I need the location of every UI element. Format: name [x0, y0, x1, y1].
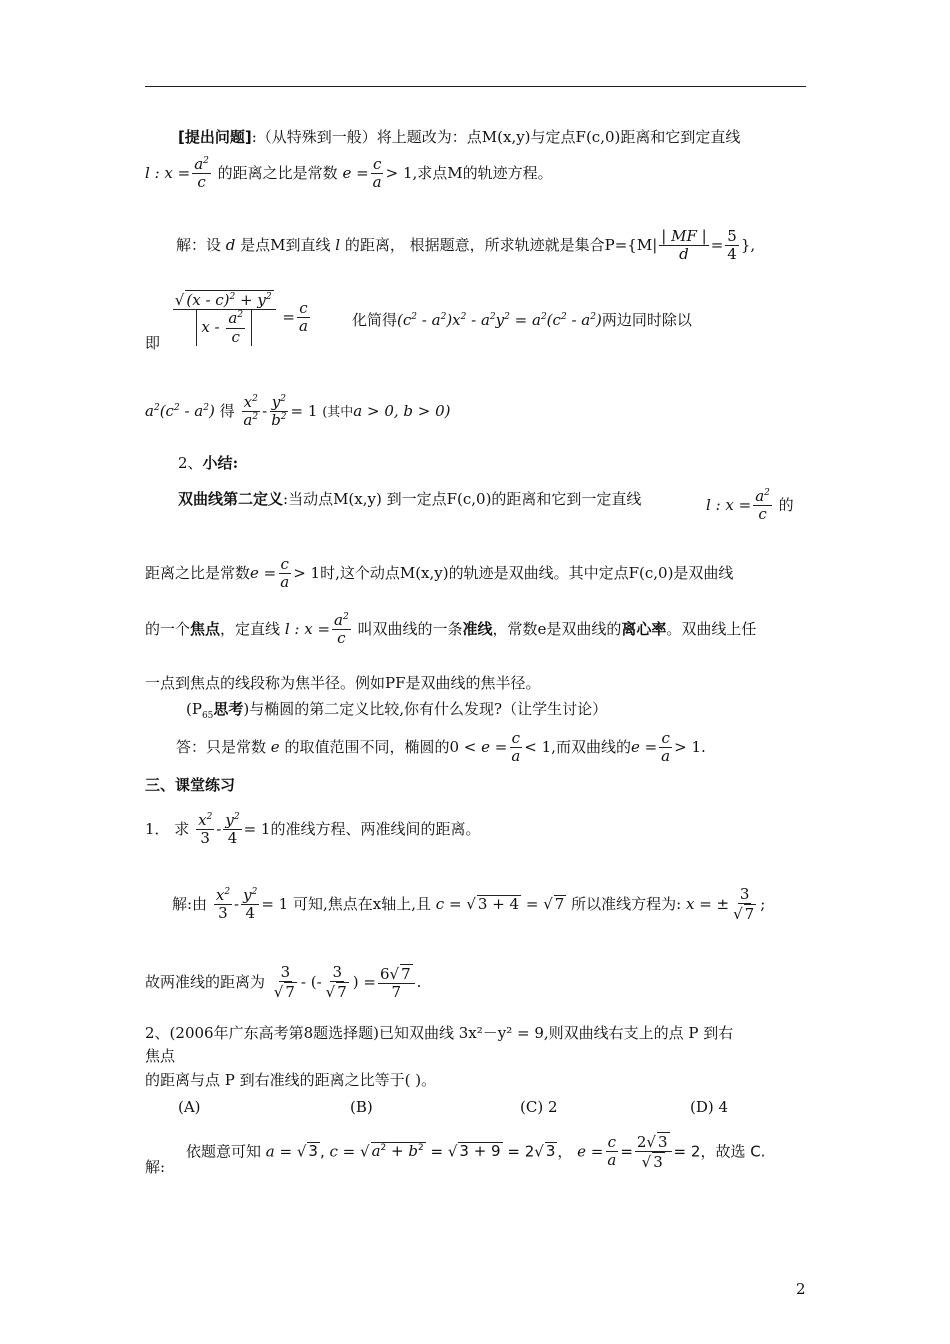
- ex1-sol-a: 解:由: [172, 894, 208, 913]
- qizhong-label: (其中: [322, 404, 354, 420]
- solution-line-3: $a^2(c^2 - a^2)$ 得 $\frac{x^2}{a^2}$ - $\frac{y^2}{b^2}$ = 1 (其中a > 0, b > 0): [145, 393, 451, 430]
- ex1-num: 1． 求: [145, 819, 190, 838]
- ex2-sol-b: ，故选 C.: [700, 1142, 766, 1161]
- definition-title: 双曲线第二定义: [178, 490, 284, 508]
- def-3d: ，常数e是双曲线的: [492, 619, 622, 638]
- solution-line-1: 解：设 d 是点M到直线 l 的距离， 根据题意，所求轨迹就是集合P={M| $\frac{| MF |}{d}$ = $\frac{5}{4}$ },: [176, 227, 756, 264]
- directrix-eq: l : x =: [145, 163, 191, 182]
- exercise-2-line-3: 的距离与点 P 到右准线的距离之比等于( )。: [145, 1071, 437, 1089]
- fraction-a2-over-c: $\frac{a^2}{c}$: [194, 155, 209, 192]
- distance-ratio-fraction: √ $(x - c)^2 + y^2$ x - $\frac{a^2}{c}$: [173, 290, 276, 346]
- ans-b: 的取值范围不同，椭圆的: [284, 737, 450, 756]
- focus-term: 焦点: [190, 619, 221, 638]
- answer-line: 答：只是常数 e 的取值范围不同，椭圆的0 < e = $\frac{c}{a}$ < 1,而双曲线的e = $\frac{c}{a}$ > 1.: [176, 729, 706, 766]
- def-2a: 距离之比是常数: [145, 563, 251, 582]
- ex1-text: 的准线方程、两准线间的距离。: [270, 819, 481, 838]
- sol1-b: 是点M到直线: [240, 235, 331, 254]
- definition-line-4: 一点到焦点的线段称为焦半径。例如PF是双曲线的焦半径。: [145, 674, 541, 692]
- ans-a: 答：只是常数: [176, 737, 267, 756]
- def-3b: ，定直线: [220, 619, 281, 638]
- option-c: (C) 2: [520, 1098, 558, 1116]
- exercise-2-solution: 依题意可知 a = √ 3 , c = √ $a^2 + b^2$ = √ 3 + 9 = 2√ 3 ， e = $\frac{c}{a}$ = $\frac{2√ 3}{√ 3}$ = 2，故选 C.: [186, 1133, 766, 1172]
- summary-num: 2、: [178, 454, 203, 472]
- de-label: 得: [219, 401, 235, 420]
- fraction-c-over-a: $\frac{c}{a}$: [372, 155, 382, 192]
- eccentricity-eq: e =: [342, 163, 369, 182]
- question-line-1: [178, 130, 740, 145]
- exercise-2-line-2: 焦点: [145, 1047, 176, 1065]
- ans-c: ,而双曲线的: [551, 737, 631, 756]
- ji-label: 即: [145, 333, 161, 352]
- def-3c: 叫双曲线的一条: [357, 619, 463, 638]
- question-text-2: 的距离之比是常数: [217, 163, 338, 182]
- definition-line-3: 的一个焦点，定直线 l : x = $\frac{a^2}{c}$ 叫双曲线的一条准线，常数e是双曲线的离心率。双曲线上任: [145, 611, 757, 648]
- ex1-sol-c: 所以准线方程为:: [571, 894, 682, 913]
- simplify-line: 化简得$(c^2 - a^2)x^2 - a^2y^2 = a^2(c^2 - a^2)$两边同时除以: [352, 311, 692, 329]
- def-3a: 的一个: [145, 619, 191, 638]
- think-title: 思考: [213, 700, 244, 718]
- header-rule: [145, 86, 806, 87]
- exercise-2-jie: 解:: [145, 1158, 166, 1176]
- ex2-sol-a: 依题意可知: [186, 1142, 262, 1161]
- def-3e: 。双曲线上任: [666, 619, 757, 638]
- page-number: 2: [796, 1280, 806, 1298]
- definition-directrix: l : x = $\frac{a^2}{c}$ 的: [706, 487, 794, 524]
- question-text: :（从特殊到一般）将上题改为：点M(x,y)与定点F(c,0)距离和它到定直线: [251, 128, 741, 146]
- directrix-term: 准线: [462, 619, 493, 638]
- def-2b: 时,这个动点M(x,y)的轨迹是双曲线。其中定点F(c,0)是双曲线: [320, 563, 734, 582]
- solution-line-2: 即 √ $(x - c)^2 + y^2$ x - $\frac{a^2}{c}$ = $\frac{c}{a}$: [145, 291, 308, 352]
- definition-line-1: [178, 492, 641, 507]
- eccentricity-term: 离心率: [621, 619, 667, 638]
- exercise-1-distance: 故两准线的距离为 $\frac{3}{√ 7}$ - (- $\frac{3}{√ 7}$ ) = $\frac{6√ 7}{7}$ .: [145, 963, 422, 1002]
- question-text-3: ,求点M的轨迹方程。: [412, 163, 553, 182]
- exercise-1: 1． 求 $\frac{x^2}{3}$ - $\frac{y^2}{4}$ = 1的准线方程、两准线间的距离。: [145, 811, 481, 848]
- both-sides: 两边同时除以: [601, 311, 692, 329]
- def-1: :当动点M(x,y) 到一定点F(c,0)的距离和它到一定直线: [283, 490, 642, 508]
- think-sub: 65: [201, 711, 214, 721]
- option-a: (A): [178, 1098, 201, 1116]
- option-d: (D) 4: [690, 1098, 729, 1116]
- section-3-heading: 三、课堂练习: [145, 776, 236, 794]
- def-1b: 的: [778, 495, 794, 514]
- think-line: [186, 700, 608, 721]
- exercise-1-solution: 解:由 $\frac{x^2}{3}$ - $\frac{y^2}{4}$ = 1 可知,焦点在x轴上,且 c = √ 3 + 4 = √ 7 所以准线方程为: x = ± $\frac{3}{√ 7}$ ;: [172, 885, 766, 924]
- question-line-2: l : x = $\frac{a^2}{c}$ 的距离之比是常数 e = $\frac{c}{a}$ > 1,求点M的轨迹方程。: [145, 155, 553, 192]
- simplify-label: 化简得: [352, 311, 398, 329]
- fraction-5-over-4: $\frac{5}{4}$: [727, 227, 737, 264]
- question-label: [提出问题]: [178, 128, 252, 146]
- option-b: (B): [350, 1098, 373, 1116]
- sol1-a: 解：设: [176, 235, 222, 254]
- ex1-dist: 故两准线的距离为: [145, 972, 266, 991]
- sol1-c: 的距离， 根据题意，所求轨迹就是集合P={M|: [344, 235, 658, 254]
- summary-heading: 2、小结:: [178, 454, 239, 472]
- exercise-2-line-1: 2、(2006年广东高考第8题选择题)已知双曲线 3x²－y² = 9,则双曲线右支上的点 P 到右: [145, 1024, 734, 1042]
- summary-title: 小结: [202, 454, 233, 472]
- think-label: (P: [186, 700, 202, 718]
- ex1-sol-b: 可知,焦点在x轴上,且: [293, 894, 432, 913]
- fraction-mf-over-d: $\frac{| MF |}{d}$: [661, 227, 707, 264]
- definition-line-2: 距离之比是常数e = $\frac{c}{a}$ > 1时,这个动点M(x,y)的轨迹是双曲线。其中定点F(c,0)是双曲线: [145, 555, 734, 592]
- think-text: )与椭圆的第二定义比较,你有什么发现?（让学生讨论）: [243, 700, 608, 718]
- sol1-d: },: [740, 235, 756, 254]
